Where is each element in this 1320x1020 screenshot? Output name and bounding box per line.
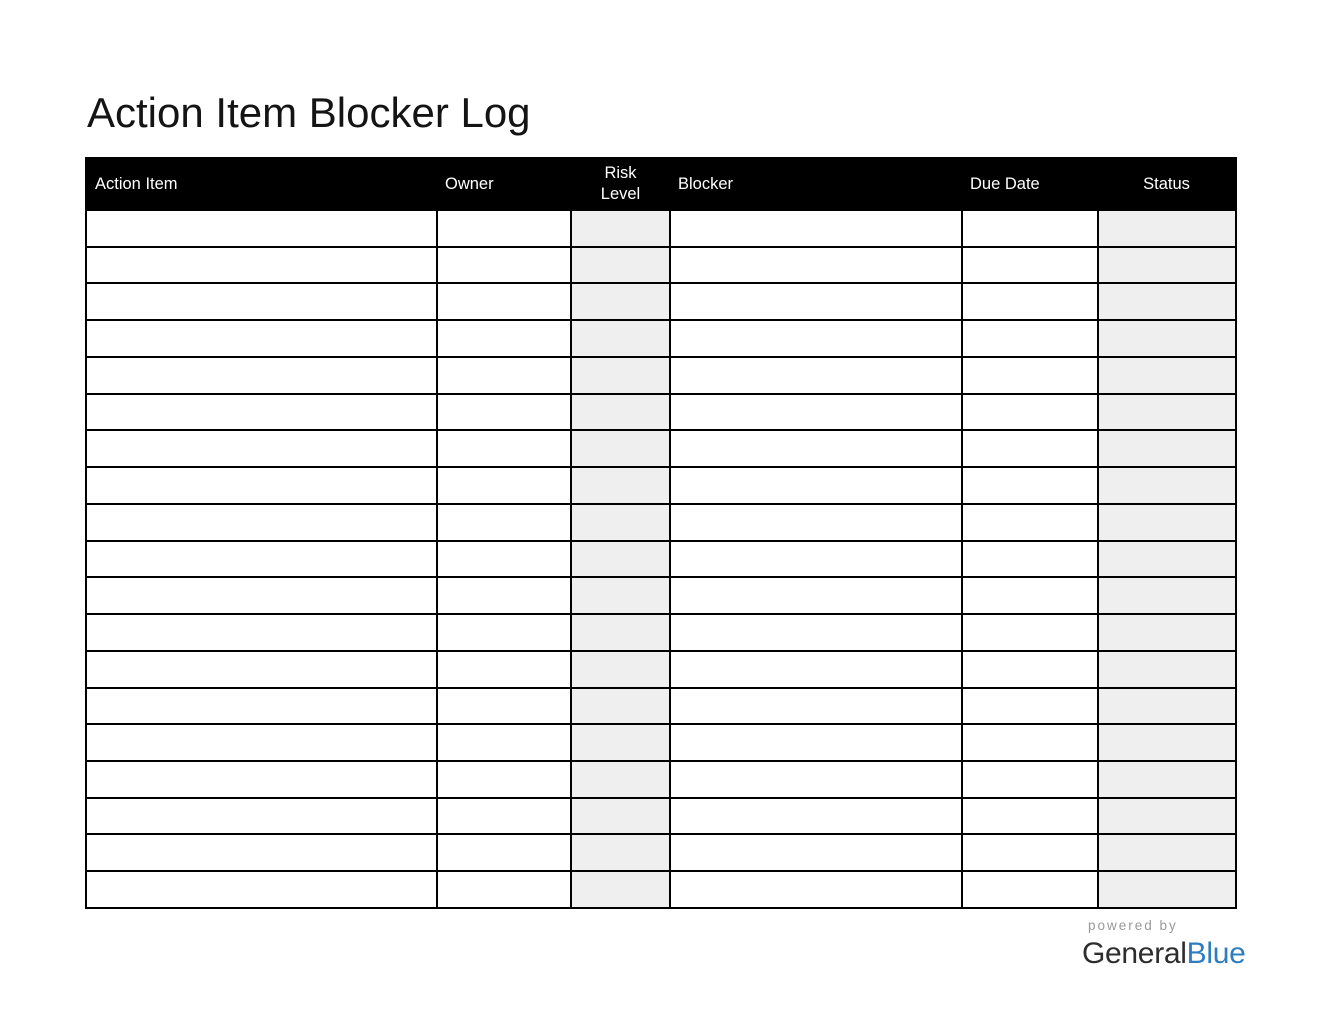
- empty-cell: [86, 761, 437, 798]
- empty-cell: [1098, 761, 1236, 798]
- empty-cell: [962, 577, 1098, 614]
- col-header-risk-level: [571, 158, 670, 210]
- table-row: [86, 614, 1236, 651]
- page-title: Action Item Blocker Log: [87, 89, 531, 136]
- empty-cell: [86, 541, 437, 578]
- empty-cell: [86, 430, 437, 467]
- empty-cell: [571, 724, 670, 761]
- empty-cell: [437, 210, 571, 247]
- empty-cell: [437, 320, 571, 357]
- col-header-due-date: Due Date: [962, 158, 1098, 210]
- empty-cell: [86, 467, 437, 504]
- empty-cell: [86, 320, 437, 357]
- empty-cell: [670, 688, 962, 725]
- empty-cell: [437, 283, 571, 320]
- empty-cell: [571, 541, 670, 578]
- empty-cell: [962, 247, 1098, 284]
- empty-cell: [1098, 247, 1236, 284]
- empty-cell: [571, 577, 670, 614]
- empty-cell: [437, 688, 571, 725]
- empty-cell: [437, 357, 571, 394]
- empty-cell: [962, 798, 1098, 835]
- table-row: [86, 430, 1236, 467]
- table-row: [86, 798, 1236, 835]
- empty-cell: [962, 761, 1098, 798]
- empty-cell: [437, 834, 571, 871]
- empty-cell: [86, 651, 437, 688]
- empty-cell: [437, 651, 571, 688]
- empty-cell: [437, 761, 571, 798]
- table-row: [86, 247, 1236, 284]
- table-row: [86, 320, 1236, 357]
- empty-cell: [670, 394, 962, 431]
- empty-cell: [571, 430, 670, 467]
- brand-blue-text: Blue: [1186, 937, 1246, 970]
- empty-cell: [962, 871, 1098, 908]
- empty-cell: [670, 724, 962, 761]
- empty-cell: [962, 210, 1098, 247]
- empty-cell: [1098, 577, 1236, 614]
- empty-cell: [670, 577, 962, 614]
- empty-cell: [962, 357, 1098, 394]
- empty-cell: [670, 614, 962, 651]
- empty-cell: [962, 504, 1098, 541]
- empty-cell: [86, 247, 437, 284]
- empty-cell: [437, 724, 571, 761]
- table-row: [86, 834, 1236, 871]
- powered-by-footer: [1082, 917, 1246, 971]
- empty-cell: [670, 834, 962, 871]
- empty-cell: [86, 210, 437, 247]
- col-header-owner: Owner: [437, 158, 571, 210]
- table-row: [86, 761, 1236, 798]
- empty-cell: [86, 724, 437, 761]
- empty-cell: [670, 761, 962, 798]
- empty-cell: [670, 504, 962, 541]
- empty-cell: [437, 541, 571, 578]
- empty-cell: [670, 798, 962, 835]
- empty-cell: [670, 467, 962, 504]
- empty-cell: [571, 467, 670, 504]
- empty-cell: [1098, 430, 1236, 467]
- empty-cell: [1098, 210, 1236, 247]
- empty-cell: [571, 357, 670, 394]
- empty-cell: [571, 651, 670, 688]
- empty-cell: [1098, 504, 1236, 541]
- empty-cell: [571, 247, 670, 284]
- empty-cell: [1098, 724, 1236, 761]
- empty-cell: [571, 834, 670, 871]
- empty-cell: [670, 430, 962, 467]
- empty-cell: [962, 651, 1098, 688]
- table-row: [86, 541, 1236, 578]
- empty-cell: [437, 247, 571, 284]
- empty-cell: [571, 761, 670, 798]
- table-row: [86, 651, 1236, 688]
- empty-cell: [437, 467, 571, 504]
- table-row: [86, 357, 1236, 394]
- empty-cell: [1098, 320, 1236, 357]
- empty-cell: [437, 798, 571, 835]
- empty-cell: [571, 688, 670, 725]
- empty-cell: [1098, 541, 1236, 578]
- empty-cell: [670, 541, 962, 578]
- empty-cell: [86, 357, 437, 394]
- empty-cell: [962, 834, 1098, 871]
- table-row: [86, 724, 1236, 761]
- table-row: [86, 871, 1236, 908]
- empty-cell: [437, 504, 571, 541]
- empty-cell: [86, 614, 437, 651]
- header-row: [86, 158, 1236, 210]
- empty-cell: [670, 247, 962, 284]
- col-header-status: Status: [1098, 158, 1236, 210]
- empty-cell: [571, 504, 670, 541]
- empty-cell: [962, 541, 1098, 578]
- table-body: [86, 210, 1236, 908]
- empty-cell: [86, 283, 437, 320]
- empty-cell: [86, 834, 437, 871]
- empty-cell: [1098, 651, 1236, 688]
- empty-cell: [571, 320, 670, 357]
- table-row: [86, 688, 1236, 725]
- table-header: [86, 158, 1236, 210]
- powered-by-label: powered by: [1088, 918, 1178, 933]
- empty-cell: [1098, 467, 1236, 504]
- empty-cell: [962, 614, 1098, 651]
- empty-cell: [571, 871, 670, 908]
- empty-cell: [962, 467, 1098, 504]
- table-row: [86, 577, 1236, 614]
- col-header-risk-level-label: Risk Level: [600, 164, 641, 203]
- empty-cell: [670, 283, 962, 320]
- empty-cell: [1098, 688, 1236, 725]
- brand-general-text: General: [1082, 937, 1187, 970]
- empty-cell: [437, 871, 571, 908]
- table-row: [86, 283, 1236, 320]
- generalblue-logo: [1082, 937, 1246, 971]
- table-row: [86, 504, 1236, 541]
- empty-cell: [571, 614, 670, 651]
- table-row: [86, 210, 1236, 247]
- empty-cell: [1098, 871, 1236, 908]
- empty-cell: [437, 430, 571, 467]
- empty-cell: [1098, 614, 1236, 651]
- action-item-blocker-table: [85, 157, 1237, 909]
- empty-cell: [962, 394, 1098, 431]
- empty-cell: [962, 283, 1098, 320]
- empty-cell: [962, 430, 1098, 467]
- empty-cell: [962, 724, 1098, 761]
- empty-cell: [86, 688, 437, 725]
- empty-cell: [962, 320, 1098, 357]
- empty-cell: [1098, 798, 1236, 835]
- empty-cell: [86, 577, 437, 614]
- empty-cell: [1098, 834, 1236, 871]
- col-header-action-item: Action Item: [86, 158, 437, 210]
- empty-cell: [437, 614, 571, 651]
- table-row: [86, 467, 1236, 504]
- empty-cell: [86, 871, 437, 908]
- col-header-blocker: Blocker: [670, 158, 962, 210]
- empty-cell: [962, 688, 1098, 725]
- empty-cell: [1098, 394, 1236, 431]
- empty-cell: [571, 798, 670, 835]
- empty-cell: [86, 798, 437, 835]
- empty-cell: [1098, 283, 1236, 320]
- table-row: [86, 394, 1236, 431]
- empty-cell: [437, 577, 571, 614]
- empty-cell: [670, 651, 962, 688]
- empty-cell: [670, 210, 962, 247]
- empty-cell: [670, 320, 962, 357]
- empty-cell: [86, 394, 437, 431]
- empty-cell: [86, 504, 437, 541]
- empty-cell: [571, 283, 670, 320]
- empty-cell: [571, 210, 670, 247]
- empty-cell: [1098, 357, 1236, 394]
- empty-cell: [670, 871, 962, 908]
- empty-cell: [670, 357, 962, 394]
- empty-cell: [571, 394, 670, 431]
- empty-cell: [437, 394, 571, 431]
